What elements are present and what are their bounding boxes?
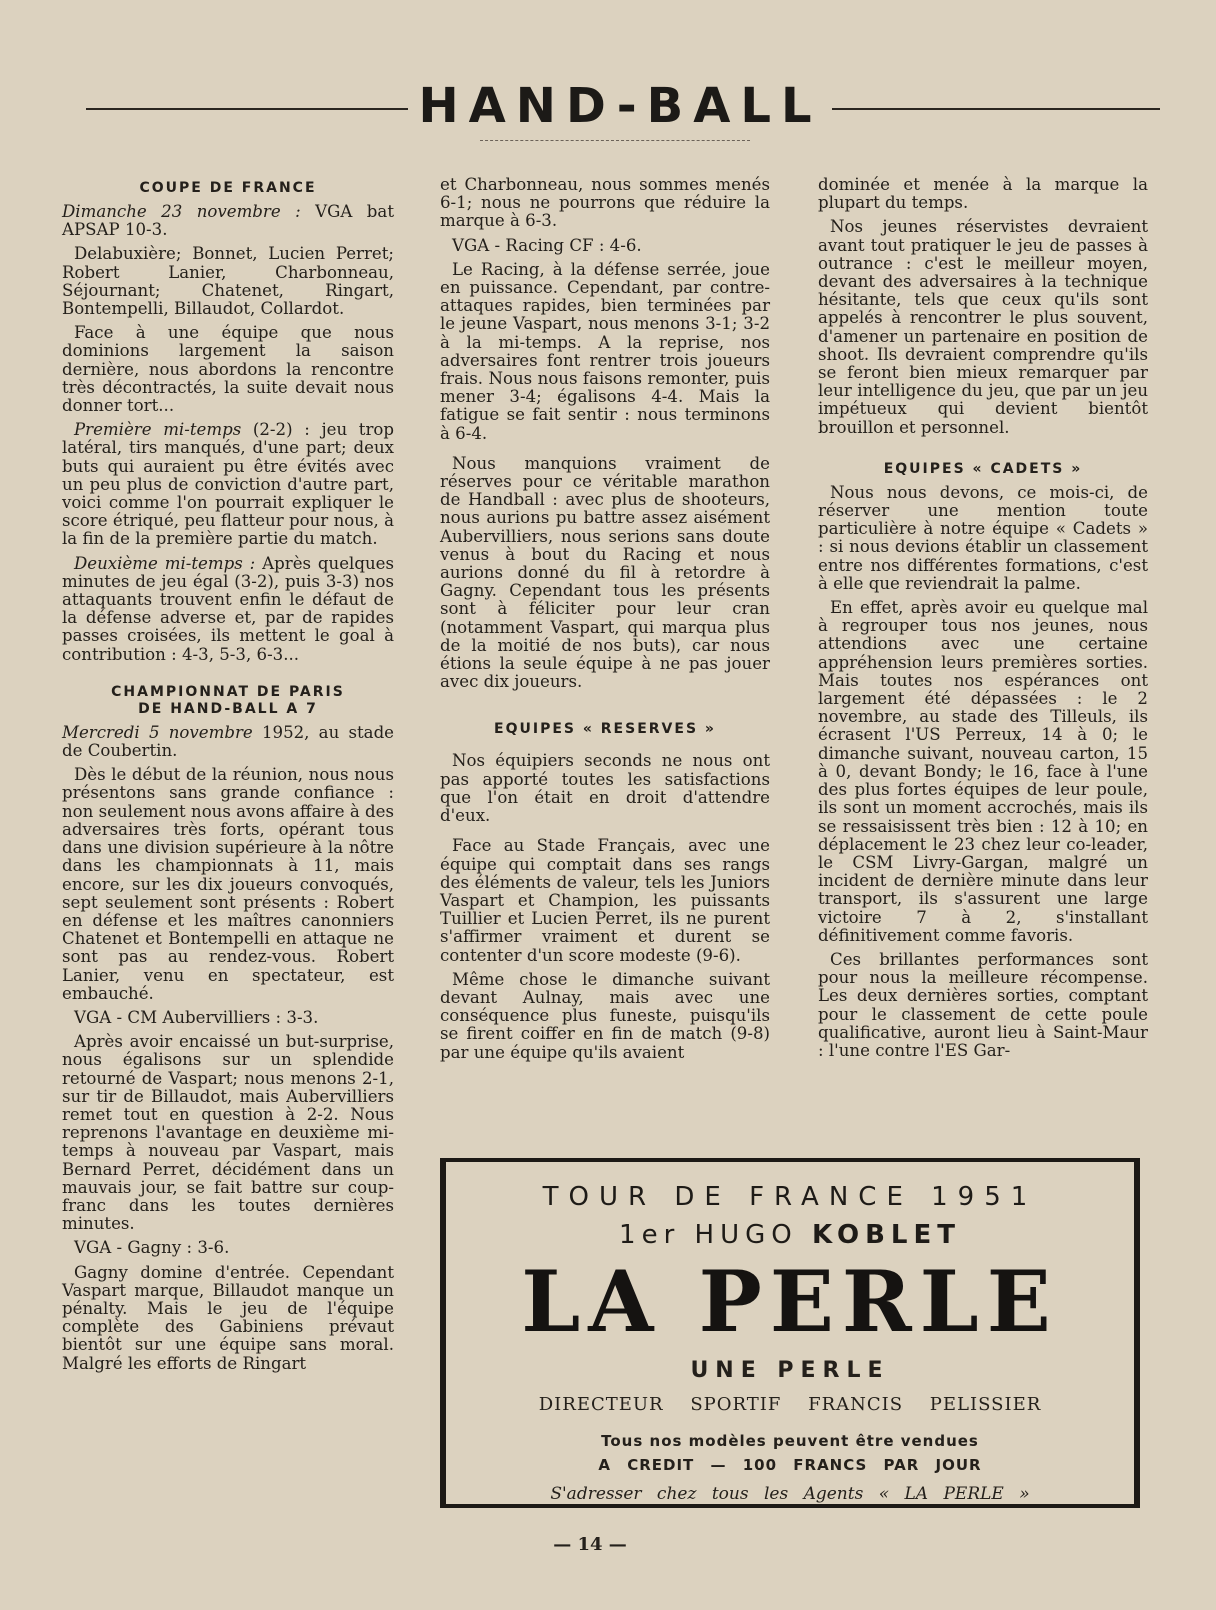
section-title-coupe: COUPE DE FRANCE: [139, 180, 317, 196]
match-result: VGA bat APSAP 10-3.: [62, 202, 394, 240]
match-title: VGA - CM Aubervilliers : 3-3.: [74, 1007, 319, 1027]
section-title-line: DE HAND-BALL A 7: [138, 700, 318, 717]
ad-brand: LA PERLE: [521, 1252, 1059, 1351]
ad-surname: KOBLET: [812, 1220, 961, 1250]
match-date: Dimanche 23 novembre :: [62, 202, 301, 221]
label-first-half: Première mi-temps: [74, 420, 242, 440]
paragraph: dominée et menée à la marque la plupart du temps.: [818, 175, 1148, 213]
match-line: [62, 203, 394, 239]
date: Mercredi 5 novembre: [62, 722, 253, 742]
headline-rule-right: [832, 108, 1160, 110]
paragraph: Nous nous devons, ce mois-ci, de réserver une mention toute particulière à notre équipe « Cadets » : si nous devions établir un classement entre nos différentes formations, c'est à elle que reviendrait la palme.: [818, 482, 1148, 593]
paragraph: Dès le début de la réunion, nous nous présentons sans grande confiance : non seulement nous avons affaire à des adversaires très forts, opérant tous dans une division supérieure à la nôtre dans les championnats à 11, mais encore, sur les dix joueurs convoqués, sept seulement sont présents : Robert en défense et les maîtres canonniers Chatenet et Bontempelli en attaque ne sont pas au rendez-vous. Robert Lanier, venu en spectateur, est embauché.: [62, 765, 394, 1003]
section-title-reserves: EQUIPES « RESERVES »: [494, 721, 716, 738]
paragraph: En effet, après avoir eu quelque mal à regrouper tous nos jeunes, nous attendions avec une certaine appréhension leurs premières sorties. Mais toutes nos espérances ont largement été dépassées : le 2 novembre, au stade des Tilleuls, ils écrasent l'US Perreux, 14 à 0; le dimanche suivant, nouveau carton, 15 à 0, devant Bondy; le 16, face à l'une des plus fortes équipes de leur poule, ils sont un moment accrochés, mais ils se ressaisissent très bien : 12 à 10; en déplacement le 23 chez leur co-leader, le CSM Livry-Gargan, malgré un incident de dernière minute dans leur transport, ils s'assurent une large victoire 7 à 2, s'installant définitivement comme favoris.: [818, 598, 1148, 945]
paragraph: Même chose le dimanche suivant devant Aulnay, mais avec une conséquence plus funeste, puisqu'ils se firent coiffer en fin de match (9-8) par une équipe qu'ils avaient: [440, 969, 770, 1062]
paragraph: [62, 555, 394, 664]
label-second-half: Deuxième mi-temps :: [74, 553, 256, 573]
page-title: HAND-BALL: [418, 78, 822, 134]
paragraph: Nous manquions vraiment de réserves pour ce véritable marathon de Handball : avec plus de shooteurs, nous aurions pu battre assez aisément Aubervilliers, nous serions sans doute venus à bout du Racing et nous aurions donné du fil à retordre à Gagny. Cependant tous les présents sont à féliciter pour leur cran (notamment Vaspart, qui marqua plus de la moitié de nos buts), car nous étions la seule équipe à ne pas jouer avec dix joueurs.: [440, 453, 770, 692]
ad-contact: S'adresser chez tous les Agents « LA PERLE »: [550, 1484, 1030, 1504]
ad-winner: [440, 1220, 1140, 1250]
paragraph: et Charbonneau, nous sommes menés 6-1; nous ne pourrons que réduire la marque à 6-3.: [440, 175, 770, 231]
ad-rank: 1er: [619, 1220, 681, 1250]
paragraph-text: Après quelques minutes de jeu égal (3-2), puis 3-3) nos attaquants trouvent enfin le défaut de la défense adverse et, par de rapides passes croisées, ils mettent le goal à contribution : 4-3, 5-3, 6-3...: [62, 553, 395, 664]
paragraph-text: 1952, au stade de Coubertin.: [62, 722, 395, 761]
headline-underline: [480, 140, 750, 141]
column-1: [62, 180, 394, 1379]
headline: [80, 78, 1160, 138]
column-3: [818, 176, 1148, 1066]
paragraph: Après avoir encaissé un but-surprise, nous égalisons sur un splendide retourné de Vaspart; nous menons 2-1, sur tir de Billaudot, mais Aubervilliers remet tout en question à 2-2. Nous reprenons l'avantage en deuxième mi-temps à nouveau par Vaspart, mais Bernard Perret, décidément dans un mauvais jour, se fait battre sur coup-franc dans les toutes dernières minutes.: [62, 1032, 394, 1234]
ad-first-name: HUGO: [694, 1220, 798, 1250]
page-number: — 14 —: [553, 1534, 627, 1555]
ad-credit: A CREDIT — 100 FRANCS PAR JOUR: [598, 1456, 982, 1474]
paragraph: Face au Stade Français, avec une équipe qui comptait dans ses rangs des éléments de valeur, tels les Juniors Vaspart et Champion, les puissants Tuillier et Lucien Perret, ils ne purent s'affirmer vraiment et durent se contenter d'un score modeste (9-6).: [440, 836, 770, 965]
paragraph: Nos équipiers seconds ne nous ont pas apporté toutes les satisfactions que l'on était en droit d'attendre d'eux.: [440, 751, 770, 826]
section-title-championnat: [62, 684, 394, 718]
advertisement-la-perle: [440, 1158, 1140, 1508]
column-2: [440, 176, 770, 1068]
paragraph: [62, 724, 394, 760]
headline-rule-left: [86, 108, 408, 110]
paragraph: Nos jeunes réservistes devraient avant tout pratiquer le jeu de passes à outrance : c'est le meilleur moyen, devant des adversaires à la technique hésitante, tels que ceux qu'ils sont appelés à rencontrer le plus souvent, d'amener un partenaire en position de shoot. Ils devraient comprendre qu'ils se feront bien mieux remarquer par leur intelligence du jeu, que par un jeu impétueux qui devient bientôt brouillon et personnel.: [818, 217, 1148, 437]
section-title-cadets: EQUIPES « CADETS »: [883, 460, 1083, 477]
ad-director: DIRECTEUR SPORTIF FRANCIS PELISSIER: [538, 1394, 1042, 1415]
paragraph: Face à une équipe que nous dominions largement la saison dernière, nous abordons la rencontre très décontractés, la suite devait nous donner tort...: [62, 323, 394, 416]
paragraph: Gagny domine d'entrée. Cependant Vaspart marque, Billaudot manque un pénalty. Mais le jeu de l'équipe complète des Gabiniens prévaut bientôt sur une équipe sans moral. Malgré les efforts de Ringart: [62, 1262, 394, 1373]
paragraph: [62, 421, 394, 548]
paragraph: Le Racing, à la défense serrée, joue en puissance. Cependant, par contre-attaques rapides, bien terminées par le jeune Vaspart, nous menons 3-1; 3-2 à la mi-temps. A la reprise, nos adversaires font rentrer trois joueurs frais. Nous nous faisons remonter, puis mener 3-4; égalisons 4-4. Mais la fatigue se fait sentir : nous terminons à 6-4.: [440, 259, 770, 443]
paragraph: Ces brillantes performances sont pour nous la meilleure récompense. Les deux dernières sorties, comptant pour le classement de cette poule qualificative, auront lieu à Saint-Maur : l'une contre l'ES Gar-: [818, 949, 1148, 1060]
ad-tour-de-france: TOUR DE FRANCE 1951: [542, 1182, 1038, 1212]
match-title: VGA - Racing CF : 4-6.: [452, 235, 642, 255]
section-title-line: CHAMPIONNAT DE PARIS: [111, 683, 345, 700]
match-title: VGA - Gagny : 3-6.: [74, 1238, 230, 1258]
paragraph-text: (2-2) : jeu trop latéral, tirs manqués, d'une part; deux buts qui auraient pu être évités avec un peu plus de conviction d'autre part, voici comme l'on pourrait expliquer le score étriqué, peu flatteur pour nous, à la fin de la première partie du match.: [62, 420, 395, 549]
ad-models: Tous nos modèles peuvent être vendues: [601, 1432, 979, 1450]
ad-tagline: UNE PERLE: [690, 1358, 890, 1383]
paragraph: Delabuxière; Bonnet, Lucien Perret; Robert Lanier, Charbonneau, Séjournant; Chatenet, Ringart, Bontempelli, Billaudot, Collardot.: [62, 244, 394, 319]
